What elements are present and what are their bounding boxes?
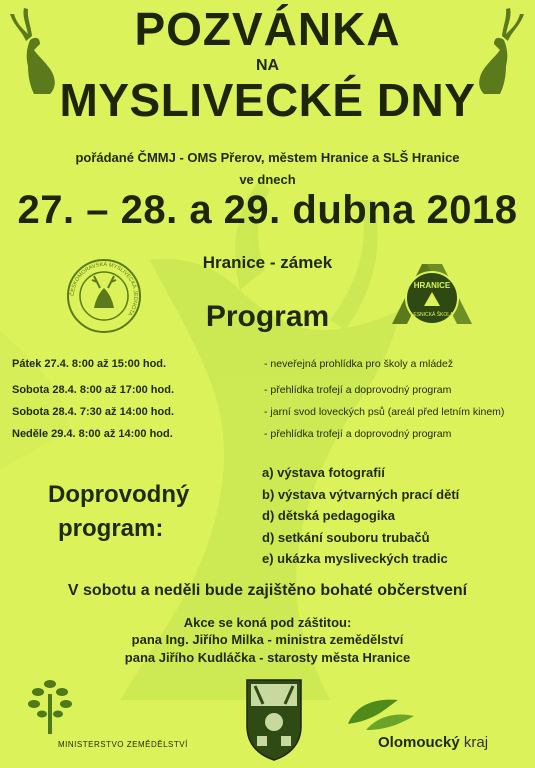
patronage-line1: Akce se koná pod záštitou: <box>183 615 352 630</box>
cmmj-ring-text: ČESKOMORAVSKÁ MYSLIVECKÁ JEDNOTA <box>69 261 139 317</box>
doprovodny-heading-line1: Doprovodný <box>48 481 190 508</box>
schedule-row <box>12 406 532 422</box>
doprovodny-list <box>262 462 459 570</box>
list-item: a) výstava fotografií <box>262 465 385 480</box>
schedule-when: Sobota 28.4. 7:30 až 14:00 hod. <box>12 406 175 418</box>
schedule-what: - přehlídka trofejí a doprovodný program <box>264 428 452 440</box>
list-item: b) výstava výtvarných prací dětí <box>262 486 460 502</box>
ministry-label: MINISTERSTVO ZEMĚDĚLSTVÍ <box>58 740 188 749</box>
refreshment-line: V sobotu a neděli bude zajištěno bohaté občerstvení <box>67 582 468 599</box>
olomoucky-kraj-label <box>378 734 488 751</box>
olomoucky-kraj-leaf-icon <box>346 694 416 734</box>
title-na: NA <box>255 57 280 74</box>
event-place: Hranice - zámek <box>202 253 333 272</box>
patronage-line3: pana Jiřího Kudláčka - starosty města Hranice <box>124 650 411 665</box>
organizers-line: pořádané ČMMJ - OMS Přerov, městem Hranice a SLŠ Hranice <box>75 150 460 165</box>
hranice-coat-of-arms <box>243 676 305 762</box>
schedule-what: - přehlídka trofejí a doprovodný program <box>264 384 452 396</box>
ministry-tree-icon <box>20 674 80 736</box>
schedule-row <box>12 428 532 444</box>
doprovodny-heading <box>48 478 189 546</box>
schedule-when: Sobota 28.4. 8:00 až 17:00 hod. <box>12 384 175 396</box>
ve-dnech-label: ve dnech <box>239 172 296 187</box>
schedule-what: - jarní svod loveckých psů (areál před letním kinem) <box>264 406 505 418</box>
patronage-line2: pana Ing. Jiřího Milka - ministra zemědělství <box>131 632 404 647</box>
title-myslivecke-dny: MYSLIVECKÉ DNY <box>59 74 476 126</box>
schedule-what: - neveřejná prohlídka pro školy a mládež <box>264 358 454 370</box>
schedule-row <box>12 358 532 374</box>
region-name-bold: Olomoucký <box>378 734 460 751</box>
event-dates: 27. – 28. a 29. dubna 2018 <box>17 188 518 232</box>
schedule-when: Pátek 27.4. 8:00 až 15:00 hod. <box>12 358 167 370</box>
program-heading: Program <box>205 300 330 333</box>
list-item: d) dětská pedagogika <box>262 508 395 523</box>
region-kraj: kraj <box>459 734 489 751</box>
sls-bottom-text: LESNICKÁ ŠKOLA <box>410 312 454 318</box>
doprovodny-heading-line2: program: <box>58 515 164 542</box>
schedule-when: Neděle 29.4. 8:00 až 14:00 hod. <box>12 428 173 440</box>
list-item: e) ukázka mysliveckých tradic <box>262 551 448 566</box>
title-pozvanka: POZVÁNKA <box>134 3 401 55</box>
list-item: d) setkání souboru trubačů <box>262 529 430 545</box>
schedule-row <box>12 384 532 400</box>
sls-top-text: HRANICE <box>413 281 451 290</box>
